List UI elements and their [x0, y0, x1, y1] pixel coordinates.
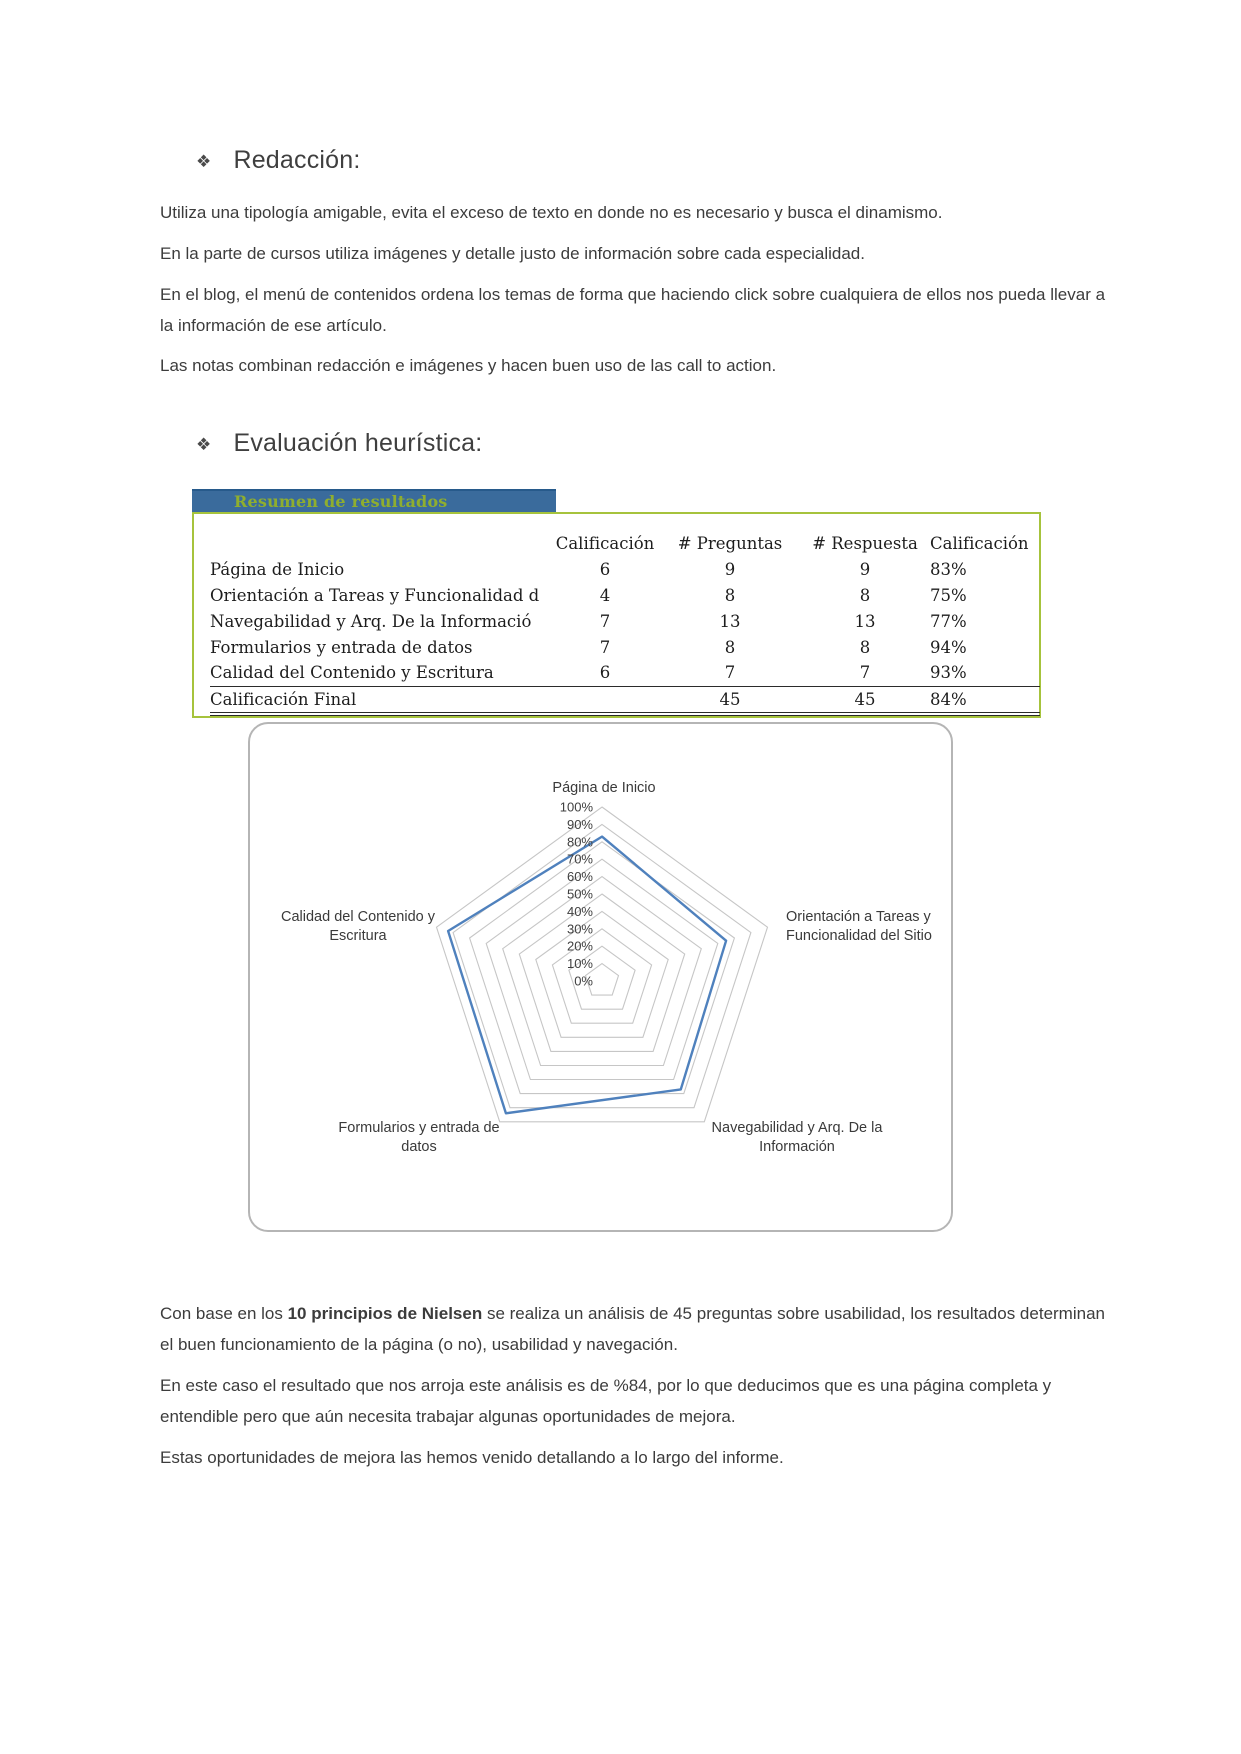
calificacion-value: 6 — [599, 663, 611, 683]
column-header: Calificación — [555, 533, 655, 553]
grid-ring — [519, 894, 684, 1051]
paragraph: Utiliza una tipología amigable, evita el exceso de texto en donde no es necesario y busca el dinamismo. — [160, 203, 943, 222]
row-label: Página de Inicio — [210, 559, 345, 579]
tick-label: 50% — [566, 886, 593, 902]
table-header-row — [210, 530, 1040, 556]
respuesta-value: 7 — [859, 663, 871, 683]
results-summary-box — [192, 512, 1041, 718]
bold-text: 10 principios de Nielsen — [287, 1304, 483, 1323]
paragraph-text: Con base en los — [160, 1304, 288, 1323]
preguntas-value: 8 — [724, 637, 736, 657]
axis-category-label: Página de Inicio — [552, 780, 656, 796]
respuesta-value: 9 — [859, 559, 871, 579]
row-label: Calidad del Contenido y Escritura — [210, 663, 494, 683]
tick-label: 60% — [566, 869, 593, 885]
final-row-label: Calificación Final — [210, 686, 550, 714]
preguntas-value: 8 — [724, 585, 736, 605]
porcentaje-value: 75% — [930, 585, 967, 605]
preguntas-value: 7 — [724, 663, 736, 683]
calificacion-value: 7 — [599, 637, 611, 657]
calificacion-value: 6 — [599, 559, 611, 579]
heading-text: Redacción: — [233, 146, 361, 174]
table-row — [210, 556, 1040, 582]
porcentaje-value: 94% — [930, 637, 967, 657]
preguntas-value: 13 — [719, 611, 741, 631]
table-row — [210, 582, 1040, 608]
tick-label: 70% — [566, 851, 593, 867]
grid-ring — [486, 859, 718, 1079]
section-heading-redaccion — [196, 146, 361, 175]
row-label: Orientación a Tareas y Funcionalidad d — [210, 585, 540, 605]
final-preguntas: 45 — [660, 686, 800, 714]
tick-label: 0% — [574, 973, 593, 989]
table-row — [210, 608, 1040, 634]
tick-label: 30% — [566, 921, 593, 937]
column-header: Calificación — [930, 533, 1029, 553]
radar-chart — [250, 724, 955, 1234]
paragraph: En la parte de cursos utiliza imágenes y detalle justo de información sobre cada especialidad. — [160, 244, 865, 263]
final-porcentaje: 84% — [930, 686, 1040, 714]
preguntas-value: 9 — [724, 559, 736, 579]
porcentaje-value: 83% — [930, 559, 967, 579]
porcentaje-value: 77% — [930, 611, 967, 631]
paragraph-text: se realiza un análisis de 45 preguntas sobre usabilidad, los resultados determinan el buen funcionamiento de la página (o no), usabilidad y navegación. — [160, 1304, 1105, 1354]
calificacion-value: 4 — [599, 585, 611, 605]
paragraph: Estas oportunidades de mejora las hemos venido detallando a lo largo del informe. — [160, 1448, 784, 1467]
respuesta-value: 13 — [854, 611, 876, 631]
row-label: Navegabilidad y Arq. De la Informació — [210, 611, 532, 631]
axis-category-label: Orientación a Tareas y — [786, 909, 931, 925]
column-header: # Respuesta — [812, 533, 918, 553]
results-table — [210, 530, 1040, 716]
paragraph: En este caso el resultado que nos arroja este análisis es de %84, por lo que deducimos que es una página completa y entendible pero que aún necesita trabajar algunas oportunidades de mejora. — [160, 1376, 1052, 1426]
row-label: Formularios y entrada de datos — [210, 637, 473, 657]
paragraph: Las notas combinan redacción e imágenes y hacen buen uso de las call to action. — [160, 356, 777, 375]
radar-chart-box — [248, 722, 953, 1232]
diamond-bullet-icon: ❖ — [196, 435, 212, 454]
calificacion-value: 7 — [599, 611, 611, 631]
tick-label: 20% — [566, 938, 593, 954]
column-header — [210, 530, 550, 556]
axis-category-label: Navegabilidad y Arq. De la — [711, 1120, 883, 1136]
column-header: # Preguntas — [677, 533, 783, 553]
heading-text: Evaluación heurística: — [233, 429, 483, 457]
section-heading-evaluacion — [196, 429, 482, 458]
axis-category-label: Calidad del Contenido y — [281, 909, 435, 925]
table-row — [210, 634, 1040, 660]
axis-category-label: Funcionalidad del Sitio — [786, 928, 932, 944]
respuesta-value: 8 — [859, 637, 871, 657]
tick-label: 100% — [559, 799, 593, 815]
axis-category-label: datos — [401, 1139, 437, 1155]
final-calificacion — [550, 686, 660, 714]
table-final-row — [210, 686, 1040, 714]
axis-category-label: Información — [759, 1139, 835, 1155]
axis-category-label: Escritura — [329, 928, 387, 944]
tick-label: 90% — [566, 816, 593, 832]
results-banner: Resumen de resultados — [192, 489, 556, 512]
table-row — [210, 660, 1040, 686]
paragraph — [160, 1298, 1110, 1360]
tick-label: 40% — [566, 903, 593, 919]
diamond-bullet-icon: ❖ — [196, 152, 212, 171]
porcentaje-value: 93% — [930, 663, 967, 683]
tick-label: 10% — [566, 956, 593, 972]
paragraph: En el blog, el menú de contenidos ordena los temas de forma que haciendo click sobre cualquiera de ellos nos pueda llevar a la información de ese artículo. — [160, 285, 1106, 335]
respuesta-value: 8 — [859, 585, 871, 605]
axis-category-label: Formularios y entrada de — [338, 1120, 500, 1136]
tick-label: 80% — [566, 834, 593, 850]
final-respuesta: 45 — [800, 686, 930, 714]
